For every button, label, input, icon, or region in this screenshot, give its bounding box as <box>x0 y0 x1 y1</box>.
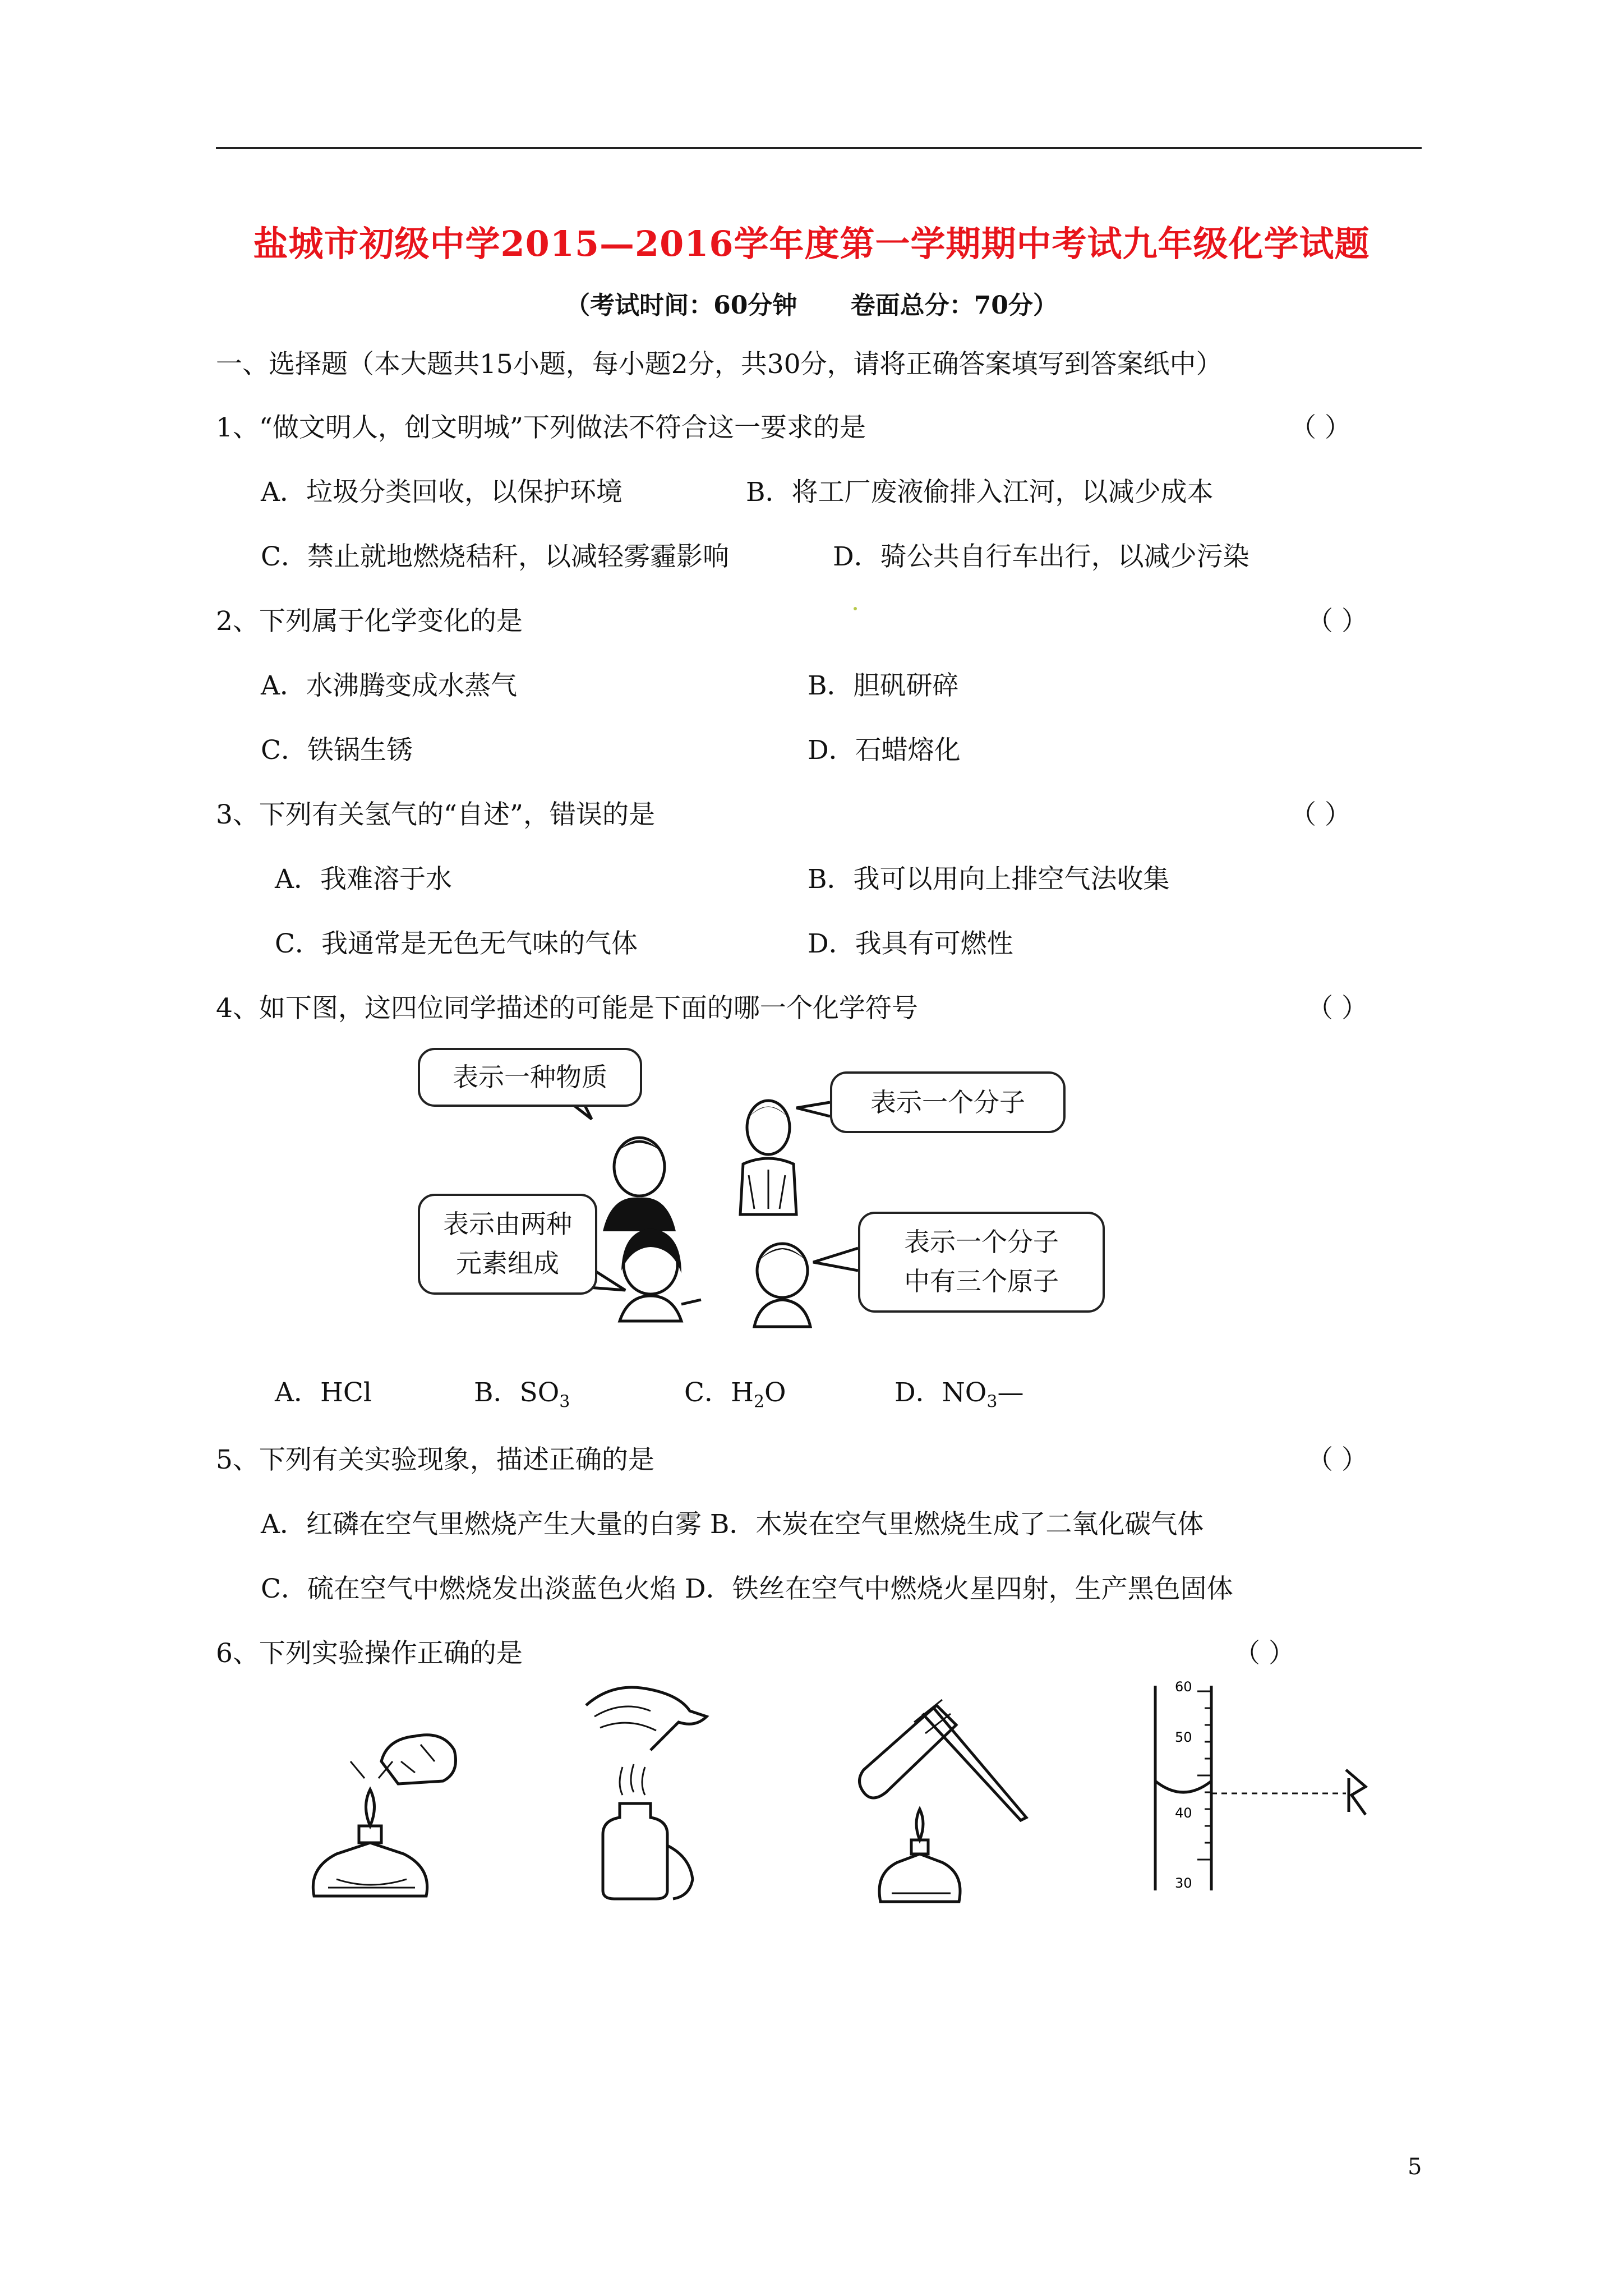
speech-bubble-4 <box>858 1212 1105 1313</box>
meniscus-icon <box>1155 1781 1211 1792</box>
exam-time: （考试时间：60分钟 <box>565 291 797 320</box>
q1-option-c: C．禁止就地燃烧秸秆，以减轻雾霾影响 <box>261 541 729 572</box>
question-1-answer-blank: （ ） <box>1290 412 1351 443</box>
tick-label-50: 50 <box>1175 1729 1192 1745</box>
figure-heating-tube <box>830 1683 1054 1913</box>
figure-cylinder-reading <box>1144 1674 1380 1899</box>
question-3-answer-blank: （ ） <box>1290 799 1351 830</box>
alcohol-lamp-icon-2 <box>879 1854 960 1902</box>
speech-bubble-4-line-1: 表示一个分子 <box>904 1227 1059 1257</box>
student-3-figure <box>620 1228 701 1321</box>
q1-option-b: B．将工厂废液偷排入江河，以减少成本 <box>746 477 1214 508</box>
q3-option-d: D．我具有可燃性 <box>808 928 1013 959</box>
q4-option-c <box>684 1372 786 1411</box>
speech-bubble-3-line-1: 表示由两种 <box>443 1209 572 1239</box>
question-2-stem: 2、下列属于化学变化的是 <box>216 606 523 637</box>
q2-option-d: D．石蜡熔化 <box>808 735 961 766</box>
q1-option-d: D．骑公共自行车出行，以减少污染 <box>833 541 1249 572</box>
question-1-stem: 1、“做文明人，创文明城”下列做法不符合这一要求的是 <box>216 412 866 443</box>
flame-icon-2 <box>916 1809 923 1840</box>
hand-icon <box>586 1687 707 1750</box>
q1-option-a: A．垃圾分类回收，以保护环境 <box>261 477 623 508</box>
question-5-answer-blank: （ ） <box>1307 1444 1368 1475</box>
exam-score: 卷面总分：70分） <box>850 291 1058 320</box>
section-heading: 一、选择题（本大题共15小题，每小题2分，共30分，请将正确答案填写到答案纸中） <box>216 349 1223 380</box>
exam-info <box>0 285 1623 321</box>
question-2-answer-blank: （ ） <box>1307 606 1368 637</box>
q4-option-c-sub: 2 <box>753 1392 765 1412</box>
figure-lamp-lighting <box>303 1728 471 1907</box>
q4-option-d-sub: 3 <box>986 1392 998 1412</box>
q4-option-a: A．HCl <box>275 1377 372 1408</box>
speech-bubble-3 <box>418 1194 597 1295</box>
q4-option-b-sub: 3 <box>559 1392 570 1412</box>
bubble-tail-4 <box>813 1248 858 1271</box>
q3-option-c: C．我通常是无色无气味的气体 <box>275 928 638 959</box>
q4-option-c-text: C．H <box>684 1377 754 1408</box>
q4-option-d-post: — <box>997 1377 1024 1408</box>
question-6-stem: 6、下列实验操作正确的是 <box>216 1638 523 1669</box>
question-4-stem: 4、如下图，这四位同学描述的可能是下面的哪一个化学符号 <box>216 993 918 1024</box>
q3-option-b: B．我可以用向上排空气法收集 <box>808 864 1170 895</box>
q3-option-a: A．我难溶于水 <box>275 864 452 895</box>
vapor-icon <box>620 1764 645 1795</box>
tick-label-40: 40 <box>1175 1805 1192 1821</box>
bottle-icon <box>603 1803 667 1899</box>
q4-option-d-text: D．NO <box>895 1377 987 1408</box>
q5-options-cd: C．硫在空气中燃烧发出淡蓝色火焰 D．铁丝在空气中燃烧火星四射，生产黑色固体 <box>261 1573 1233 1604</box>
flame-icon <box>366 1789 375 1826</box>
cylinder-scale-ticks <box>1197 1691 1211 1860</box>
student-4-figure <box>754 1244 810 1327</box>
question-3-stem: 3、下列有关氢气的“自述”，错误的是 <box>216 799 655 830</box>
question-6-answer-blank: （ ） <box>1234 1638 1295 1669</box>
tick-label-60: 60 <box>1175 1679 1192 1695</box>
page-number: 5 <box>1408 2154 1422 2180</box>
stray-dot <box>854 607 857 610</box>
q2-option-a: A．水沸腾变成水蒸气 <box>261 670 517 701</box>
q4-option-b <box>474 1372 570 1411</box>
q5-options-ab: A．红磷在空气里燃烧产生大量的白雾 B．木炭在空气里燃烧生成了二氧化碳气体 <box>261 1509 1204 1540</box>
speech-bubble-4-line-2: 中有三个原子 <box>904 1266 1059 1296</box>
eye-icon <box>1346 1770 1366 1815</box>
q2-option-c: C．铁锅生锈 <box>261 735 413 766</box>
figure-smelling-gas <box>561 1677 729 1902</box>
question-5-stem: 5、下列有关实验现象，描述正确的是 <box>216 1444 654 1475</box>
q4-option-c-post: O <box>764 1377 786 1408</box>
page-title: 盐城市初级中学2015—2016学年度第一学期期中考试九年级化学试题 <box>253 223 1370 264</box>
speech-bubble-3-line-2: 元素组成 <box>456 1248 559 1278</box>
bubble-tail-2 <box>796 1102 830 1116</box>
speech-bubble-1: 表示一种物质 <box>418 1048 642 1107</box>
tick-label-30: 30 <box>1175 1875 1192 1891</box>
tilted-lamp-icon <box>381 1735 456 1784</box>
question-4-answer-blank: （ ） <box>1307 993 1368 1024</box>
holding-hand-icon <box>667 1846 693 1899</box>
student-2-figure <box>740 1101 796 1214</box>
header-rule <box>216 147 1422 149</box>
q2-option-b: B．胆矾研碎 <box>808 670 959 701</box>
test-tube-holder-icon <box>923 1708 1026 1820</box>
speech-bubble-2: 表示一个分子 <box>830 1071 1066 1133</box>
student-1-figure <box>603 1138 676 1231</box>
q4-option-d <box>895 1372 1023 1411</box>
q4-option-b-text: B．SO <box>474 1377 560 1408</box>
